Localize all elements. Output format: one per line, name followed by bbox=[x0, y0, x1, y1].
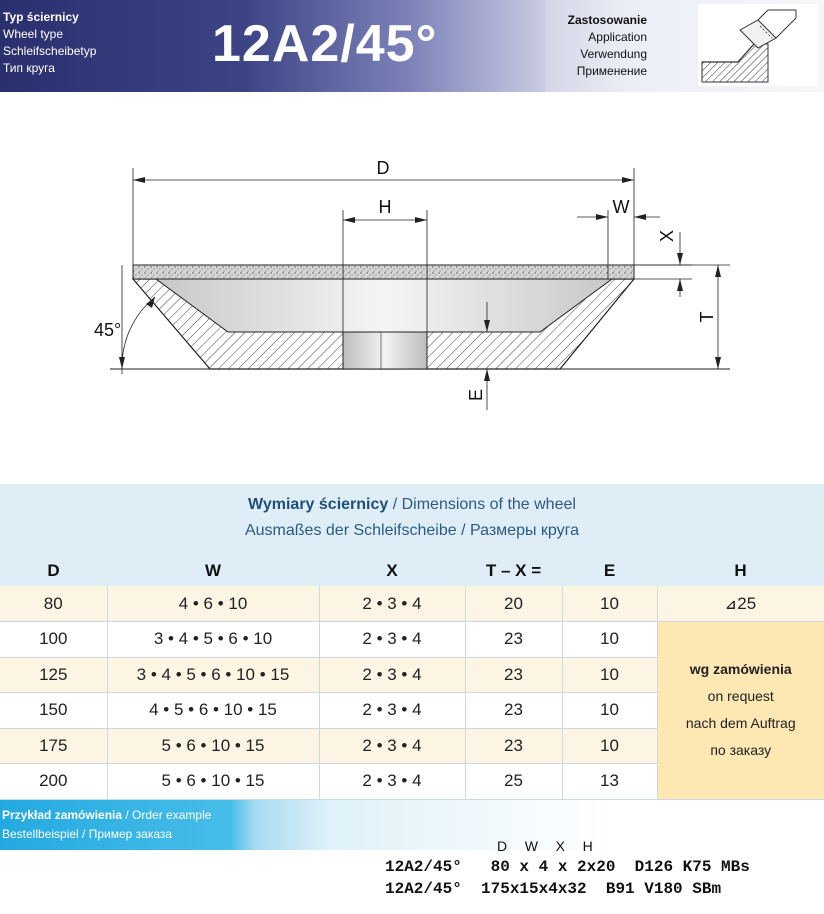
header bbox=[0, 0, 824, 92]
cell-TX: 25 bbox=[465, 764, 562, 800]
wheel-type-label-en: Wheel type bbox=[3, 27, 64, 41]
dimensions-title bbox=[0, 496, 824, 514]
order-example-label bbox=[2, 806, 211, 844]
wheel-type-label-ru: Тип круга bbox=[3, 61, 55, 75]
cell-W: 3 • 4 • 5 • 6 • 10 bbox=[107, 622, 319, 658]
order-example-label-en: / Order example bbox=[122, 808, 212, 822]
wheel-type-label-de: Schleifscheibetyp bbox=[3, 44, 97, 58]
wheel-type-label-pl: Typ ściernicy bbox=[3, 10, 79, 24]
label-angle: 45° bbox=[94, 320, 122, 340]
cell-H-value: 25 bbox=[737, 593, 757, 613]
order-param-header: D W X H bbox=[497, 838, 593, 854]
cell-W: 4 • 5 • 6 • 10 • 15 bbox=[107, 693, 319, 729]
column-header-H: H bbox=[657, 556, 824, 586]
column-header-W: W bbox=[107, 556, 319, 586]
application-label-de: Verwendung bbox=[580, 47, 647, 61]
on-request-de: nach dem Auftrag bbox=[685, 715, 796, 732]
cell-TX: 20 bbox=[465, 586, 562, 622]
cell-X: 2 • 3 • 4 bbox=[319, 657, 465, 693]
on-request-pl: wg zamówienia bbox=[689, 661, 792, 678]
cell-X: 2 • 3 • 4 bbox=[319, 693, 465, 729]
wheel-type-labels bbox=[3, 9, 96, 77]
cell-D: 125 bbox=[0, 657, 107, 693]
cell-D: 80 bbox=[0, 586, 107, 622]
label-T: T bbox=[697, 311, 717, 323]
wheel-type-title: 12A2/45° bbox=[212, 15, 438, 73]
application-label-en: Application bbox=[588, 30, 647, 44]
cell-W: 4 • 6 • 10 bbox=[107, 586, 319, 622]
wheel-cross-section-svg bbox=[0, 92, 824, 484]
cell-X: 2 • 3 • 4 bbox=[319, 586, 465, 622]
cell-D: 200 bbox=[0, 764, 107, 800]
label-E: E bbox=[466, 388, 486, 402]
cell-TX: 23 bbox=[465, 728, 562, 764]
label-D: D bbox=[376, 158, 390, 178]
wheel-bore bbox=[343, 332, 427, 369]
grinding-wheel-application-icon bbox=[698, 4, 818, 86]
dimensions-table bbox=[0, 556, 824, 800]
cell-X: 2 • 3 • 4 bbox=[319, 728, 465, 764]
label-H: H bbox=[378, 197, 392, 217]
column-header-X: X bbox=[319, 556, 465, 586]
order-example-label-de-ru: Bestellbeispiel / Пример заказа bbox=[2, 827, 173, 841]
dimensions-title-rest: / Dimensions of the wheel bbox=[388, 496, 576, 513]
cell-W: 5 • 6 • 10 • 15 bbox=[107, 764, 319, 800]
on-request-en: on request bbox=[707, 688, 774, 705]
application-label-ru: Применение bbox=[576, 64, 647, 78]
cell-W: 3 • 4 • 5 • 6 • 10 • 15 bbox=[107, 657, 319, 693]
cell-E: 10 bbox=[562, 586, 657, 622]
cell-E: 10 bbox=[562, 693, 657, 729]
wheel-technical-drawing bbox=[0, 92, 824, 484]
table-row bbox=[0, 622, 824, 658]
cell-TX: 23 bbox=[465, 657, 562, 693]
application-label-pl: Zastosowanie bbox=[567, 13, 647, 27]
cell-E: 10 bbox=[562, 657, 657, 693]
table-header-row bbox=[0, 556, 824, 586]
dimensions-title-bold: Wymiary ściernicy bbox=[248, 496, 389, 513]
cell-H-on-request bbox=[657, 622, 824, 800]
cell-TX: 23 bbox=[465, 622, 562, 658]
cell-E: 10 bbox=[562, 622, 657, 658]
wheel-cup bbox=[156, 279, 612, 332]
order-example-2: 12A2/45° 175x15x4x32 B91 V180 SBm bbox=[385, 880, 722, 898]
cell-W: 5 • 6 • 10 • 15 bbox=[107, 728, 319, 764]
cell-D: 100 bbox=[0, 622, 107, 658]
dimensions-subtitle: Ausmaßes der Schleifscheibe / Размеры круга bbox=[244, 522, 580, 539]
label-W: W bbox=[612, 197, 630, 217]
bore-tolerance-icon: ⊿ bbox=[725, 596, 737, 612]
order-example-label-bold: Przykład zamówienia bbox=[2, 808, 123, 822]
table-row bbox=[0, 586, 824, 622]
order-example-1: 12A2/45° 80 x 4 x 2x20 D126 K75 MBs bbox=[385, 858, 750, 876]
cell-TX: 23 bbox=[465, 693, 562, 729]
cell-E: 10 bbox=[562, 728, 657, 764]
cell-D: 150 bbox=[0, 693, 107, 729]
dimensions-title-panel bbox=[0, 484, 824, 556]
cell-H bbox=[657, 586, 824, 622]
column-header-E: E bbox=[562, 556, 657, 586]
cell-E: 13 bbox=[562, 764, 657, 800]
application-labels bbox=[568, 12, 647, 80]
wheel-type-panel bbox=[0, 0, 545, 92]
cell-X: 2 • 3 • 4 bbox=[319, 622, 465, 658]
cell-D: 175 bbox=[0, 728, 107, 764]
cell-X: 2 • 3 • 4 bbox=[319, 764, 465, 800]
order-example-band bbox=[0, 800, 824, 850]
on-request-ru: по заказу bbox=[710, 742, 772, 759]
label-X: X bbox=[657, 229, 677, 243]
column-header-TX: T – X = bbox=[465, 556, 562, 586]
column-header-D: D bbox=[0, 556, 107, 586]
abrasive-layer bbox=[133, 265, 634, 279]
